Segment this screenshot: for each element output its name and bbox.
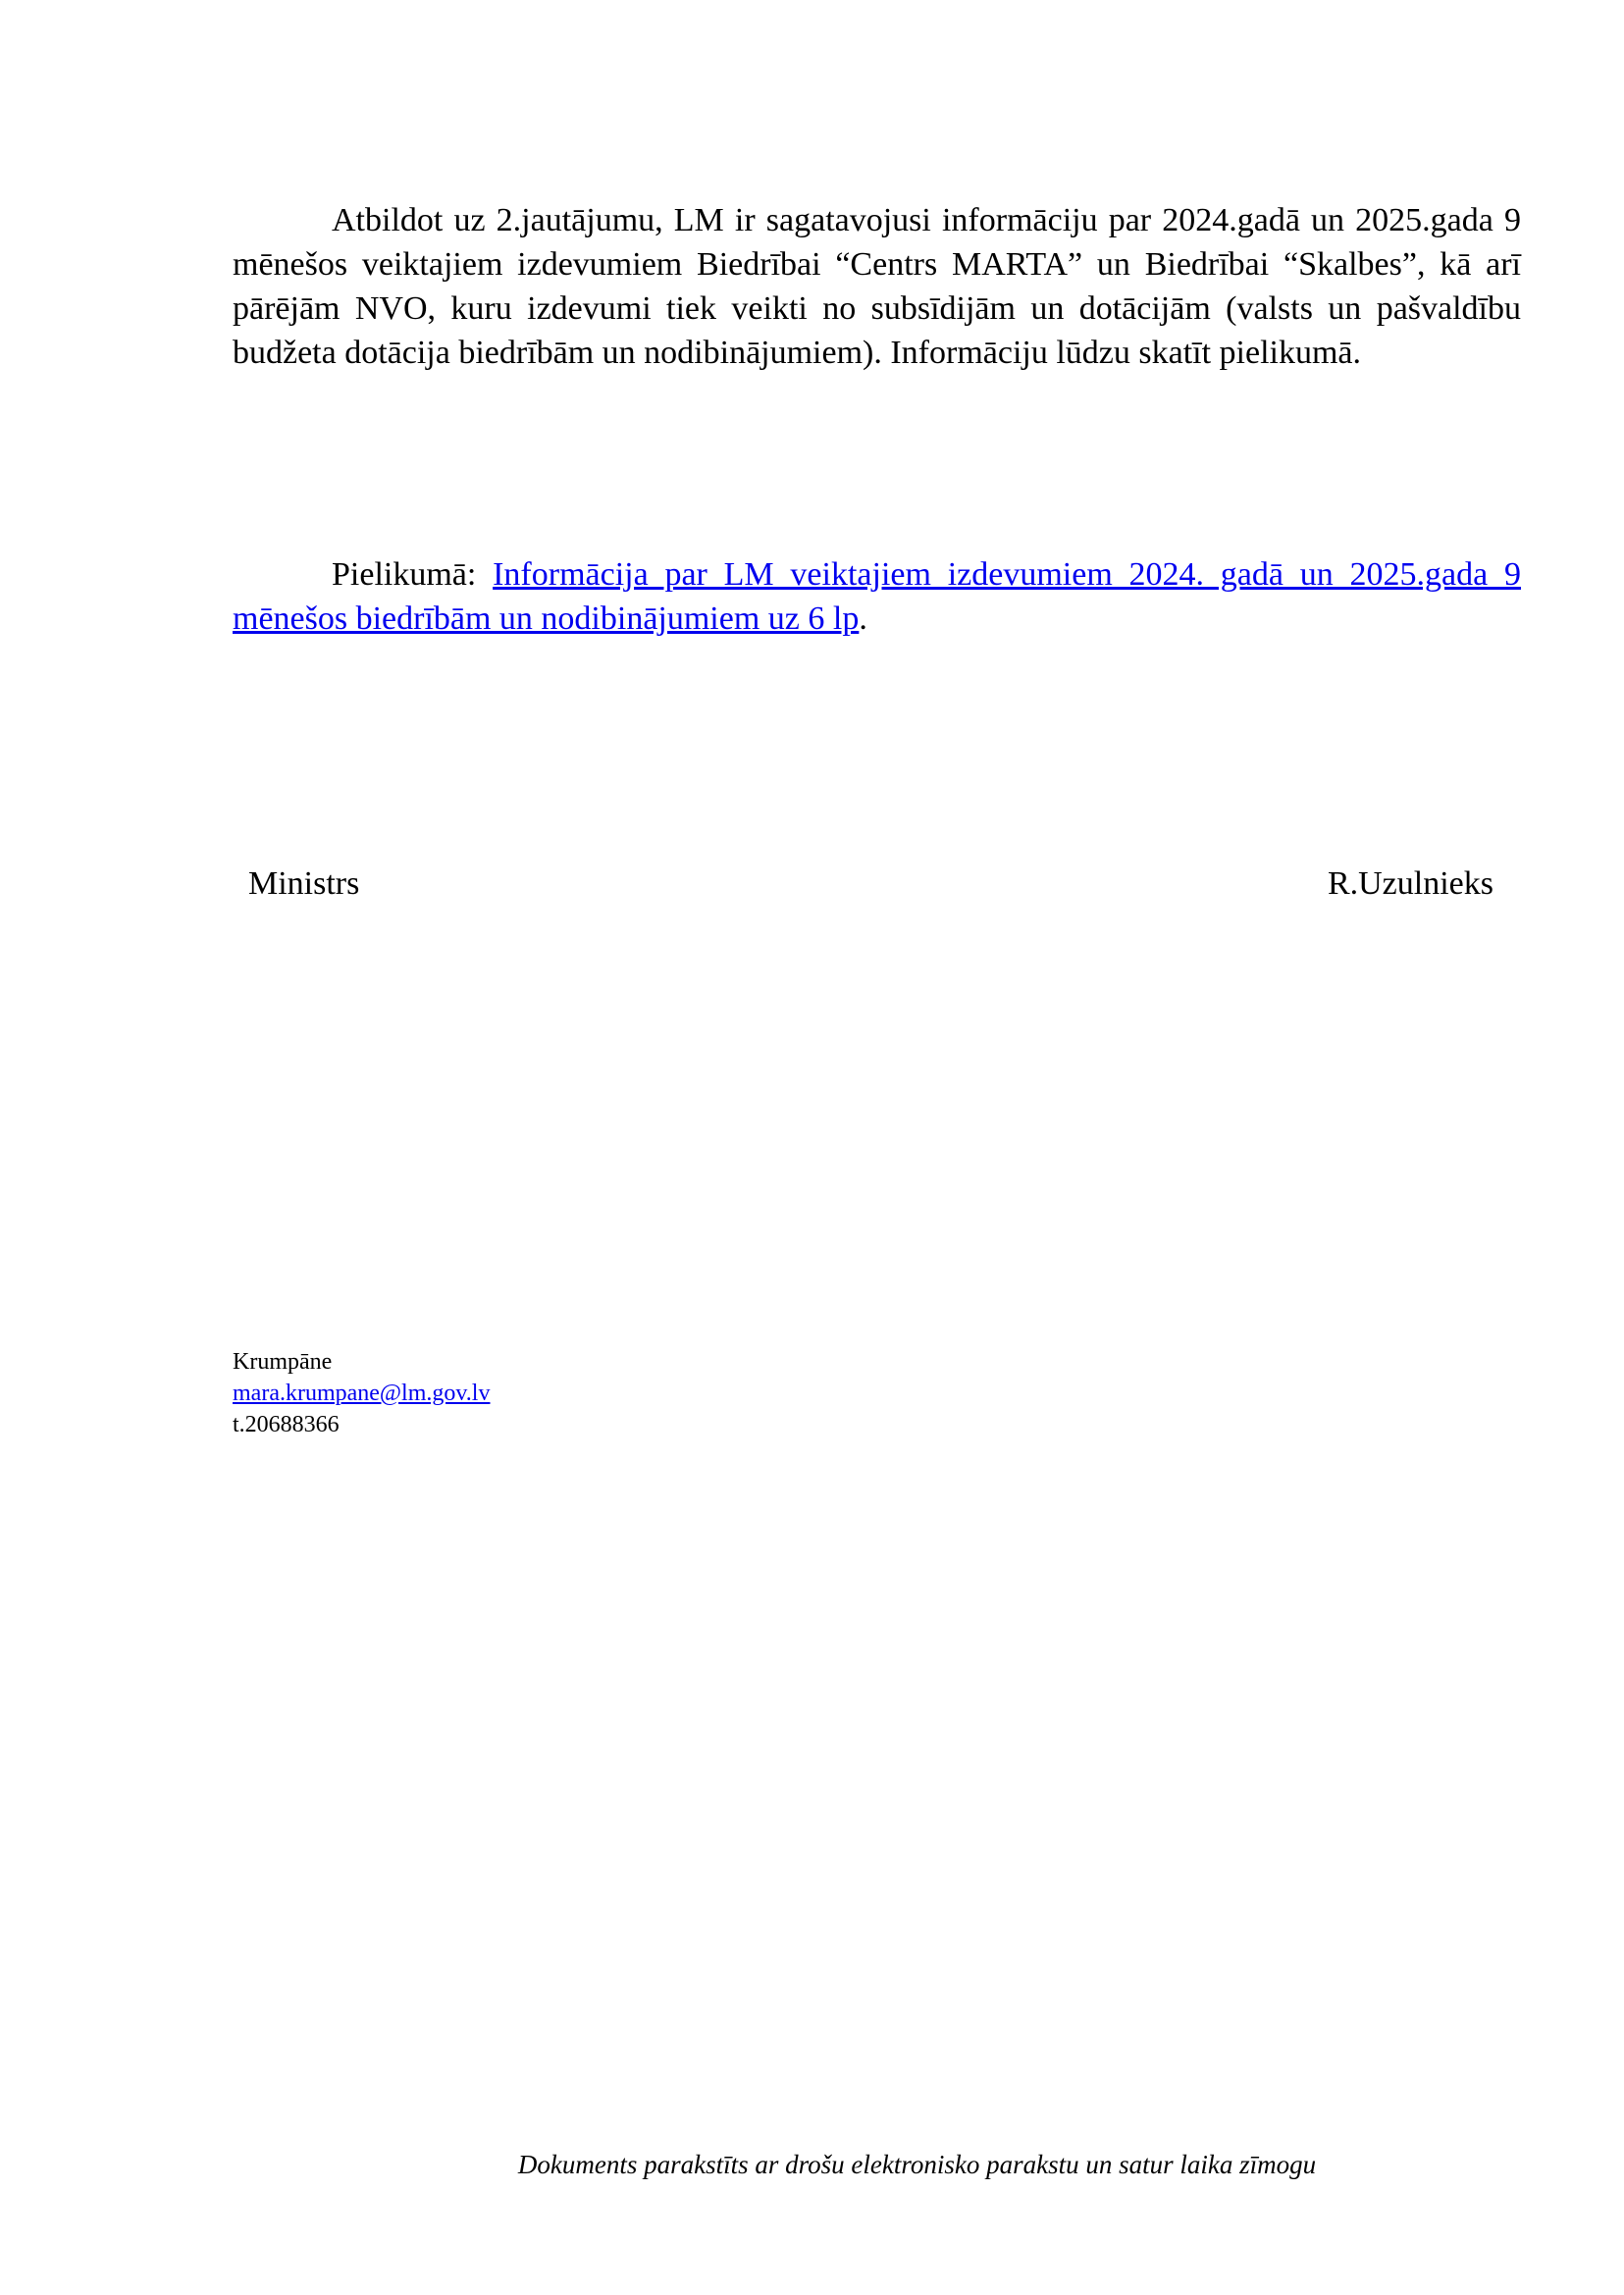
signatory-title: Ministrs <box>248 865 360 902</box>
attachment-suffix: . <box>859 600 867 637</box>
contact-block <box>233 1346 490 1440</box>
e-signature-note: Dokuments parakstīts ar drošu elektronisko parakstu un satur laika zīmogu <box>517 2150 1317 2179</box>
attachment-paragraph <box>233 552 1521 641</box>
contact-surname: Krumpāne <box>233 1349 333 1375</box>
contact-phone: t.20688366 <box>233 1412 340 1437</box>
attachment-link[interactable]: Informācija par LM veiktajiem izdevumiem 2024. gadā un 2025.gada 9 mēnešos biedrībām un nodibinājumiem uz 6 lp <box>233 556 1522 637</box>
signatory-name: R.Uzulnieks <box>1327 865 1493 902</box>
answer-paragraph: Atbildot uz 2.jautājumu, LM ir sagatavojusi informāciju par 2024.gadā un 2025.gada 9 mēnešos veiktajiem izdevumiem Biedrībai “Centrs MARTA” un Biedrībai “Skalbes”, kā arī pārējām NVO, kuru izdevumi tiek veikti no subsīdijām un dotācijām (valsts un pašvaldību budžeta dotācija biedrībām un nodibinājumiem). Informāciju lūdzu skatīt pielikumā. <box>233 202 1521 371</box>
attachment-label: Pielikumā: <box>332 556 494 593</box>
contact-email-link[interactable]: mara.krumpane@lm.gov.lv <box>233 1381 491 1406</box>
